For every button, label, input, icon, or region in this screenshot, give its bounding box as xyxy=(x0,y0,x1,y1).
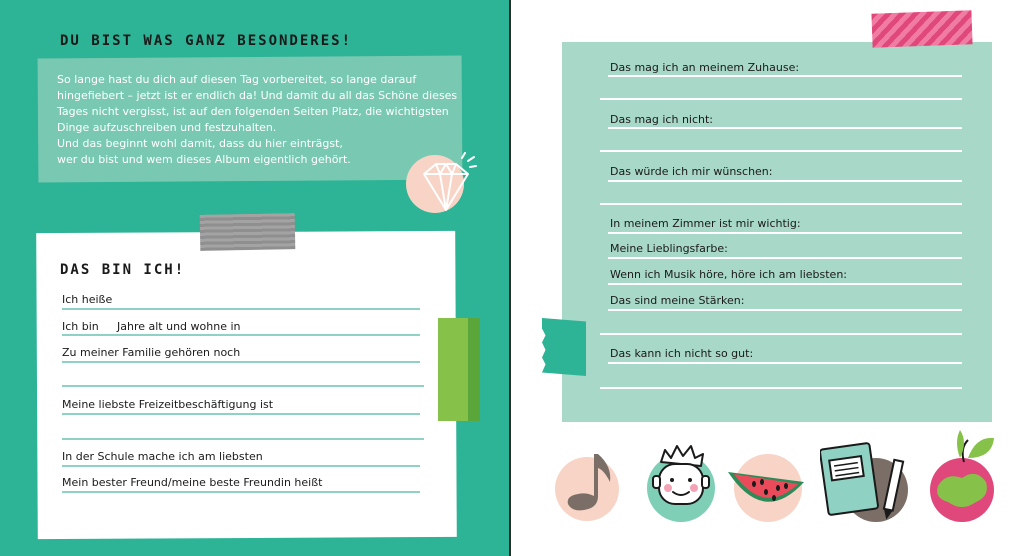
answer-line[interactable] xyxy=(600,333,962,335)
name-line[interactable] xyxy=(62,308,420,310)
watermelon-icon xyxy=(724,452,808,524)
age-line[interactable] xyxy=(62,334,420,336)
boy-face-icon xyxy=(643,440,721,524)
school-line[interactable] xyxy=(62,465,420,467)
music-note-icon xyxy=(554,452,624,522)
answer-line[interactable] xyxy=(608,283,962,285)
age-label: Ich bin xyxy=(62,320,99,333)
answer-line[interactable] xyxy=(608,180,962,182)
intro-line: Dinge aufzuschreiben und festzuhalten. xyxy=(57,121,277,134)
pink-tape xyxy=(871,10,972,47)
family-line[interactable] xyxy=(62,361,420,363)
residence-label: Jahre alt und wohne in xyxy=(117,320,241,333)
prompt-wish: Das würde ich mir wünschen: xyxy=(610,165,773,178)
answer-line[interactable] xyxy=(600,150,962,152)
intro-line: hingefiebert – jetzt ist er endlich da! Und damit du all das Schöne dieses xyxy=(57,89,458,102)
prompt-dislike: Das mag ich nicht: xyxy=(610,113,714,126)
card-heading: DAS BIN ICH! xyxy=(60,262,186,278)
answer-line[interactable] xyxy=(608,127,962,129)
answer-line[interactable] xyxy=(608,232,962,234)
teal-tape xyxy=(542,318,586,376)
intro-line: wer du bist und wem dieses Album eigentlich gehört. xyxy=(57,153,351,166)
answer-line[interactable] xyxy=(600,203,962,205)
notebook-pencil-icon xyxy=(820,440,910,524)
friend-label: Mein bester Freund/meine beste Freundin heißt xyxy=(62,476,323,489)
answer-line[interactable] xyxy=(608,309,962,311)
answer-line[interactable] xyxy=(608,362,962,364)
intro-line: Und das beginnt wohl damit, dass du hier einträgst, xyxy=(57,137,343,150)
prompt-room: In meinem Zimmer ist mir wichtig: xyxy=(610,217,801,230)
name-label: Ich heiße xyxy=(62,293,113,306)
intro-line: So lange hast du dich auf diesen Tag vorbereitet, so lange darauf xyxy=(57,73,417,86)
hobby-label: Meine liebste Freizeitbeschäftigung ist xyxy=(62,398,274,411)
page-heading: DU BIST WAS GANZ BESONDERES! xyxy=(60,33,353,49)
intro-line: Tages nicht vergisst, ist auf den folgenden Seiten Platz, die wichtigsten xyxy=(57,105,449,118)
friend-line[interactable] xyxy=(62,491,420,493)
prompt-strengths: Das sind meine Stärken: xyxy=(610,294,745,307)
apple-icon xyxy=(924,428,1004,524)
prompt-weakness: Das kann ich nicht so gut: xyxy=(610,347,754,360)
prompt-music: Wenn ich Musik höre, höre ich am liebsten: xyxy=(610,268,847,281)
answer-line[interactable] xyxy=(600,387,962,389)
hobby-line-extra[interactable] xyxy=(62,438,424,440)
answer-line[interactable] xyxy=(608,257,962,259)
family-line-extra[interactable] xyxy=(62,385,424,387)
school-label: In der Schule mache ich am liebsten xyxy=(62,450,263,463)
prompt-color: Meine Lieblingsfarbe: xyxy=(610,242,728,255)
prompt-home: Das mag ich an meinem Zuhause: xyxy=(610,61,800,74)
grey-tape xyxy=(200,213,296,251)
diamond-icon xyxy=(410,152,482,224)
hobby-line[interactable] xyxy=(62,413,420,415)
green-tape-shade xyxy=(468,318,480,421)
answer-line[interactable] xyxy=(600,98,962,100)
family-label: Zu meiner Familie gehören noch xyxy=(62,346,241,359)
answer-line[interactable] xyxy=(608,75,962,77)
